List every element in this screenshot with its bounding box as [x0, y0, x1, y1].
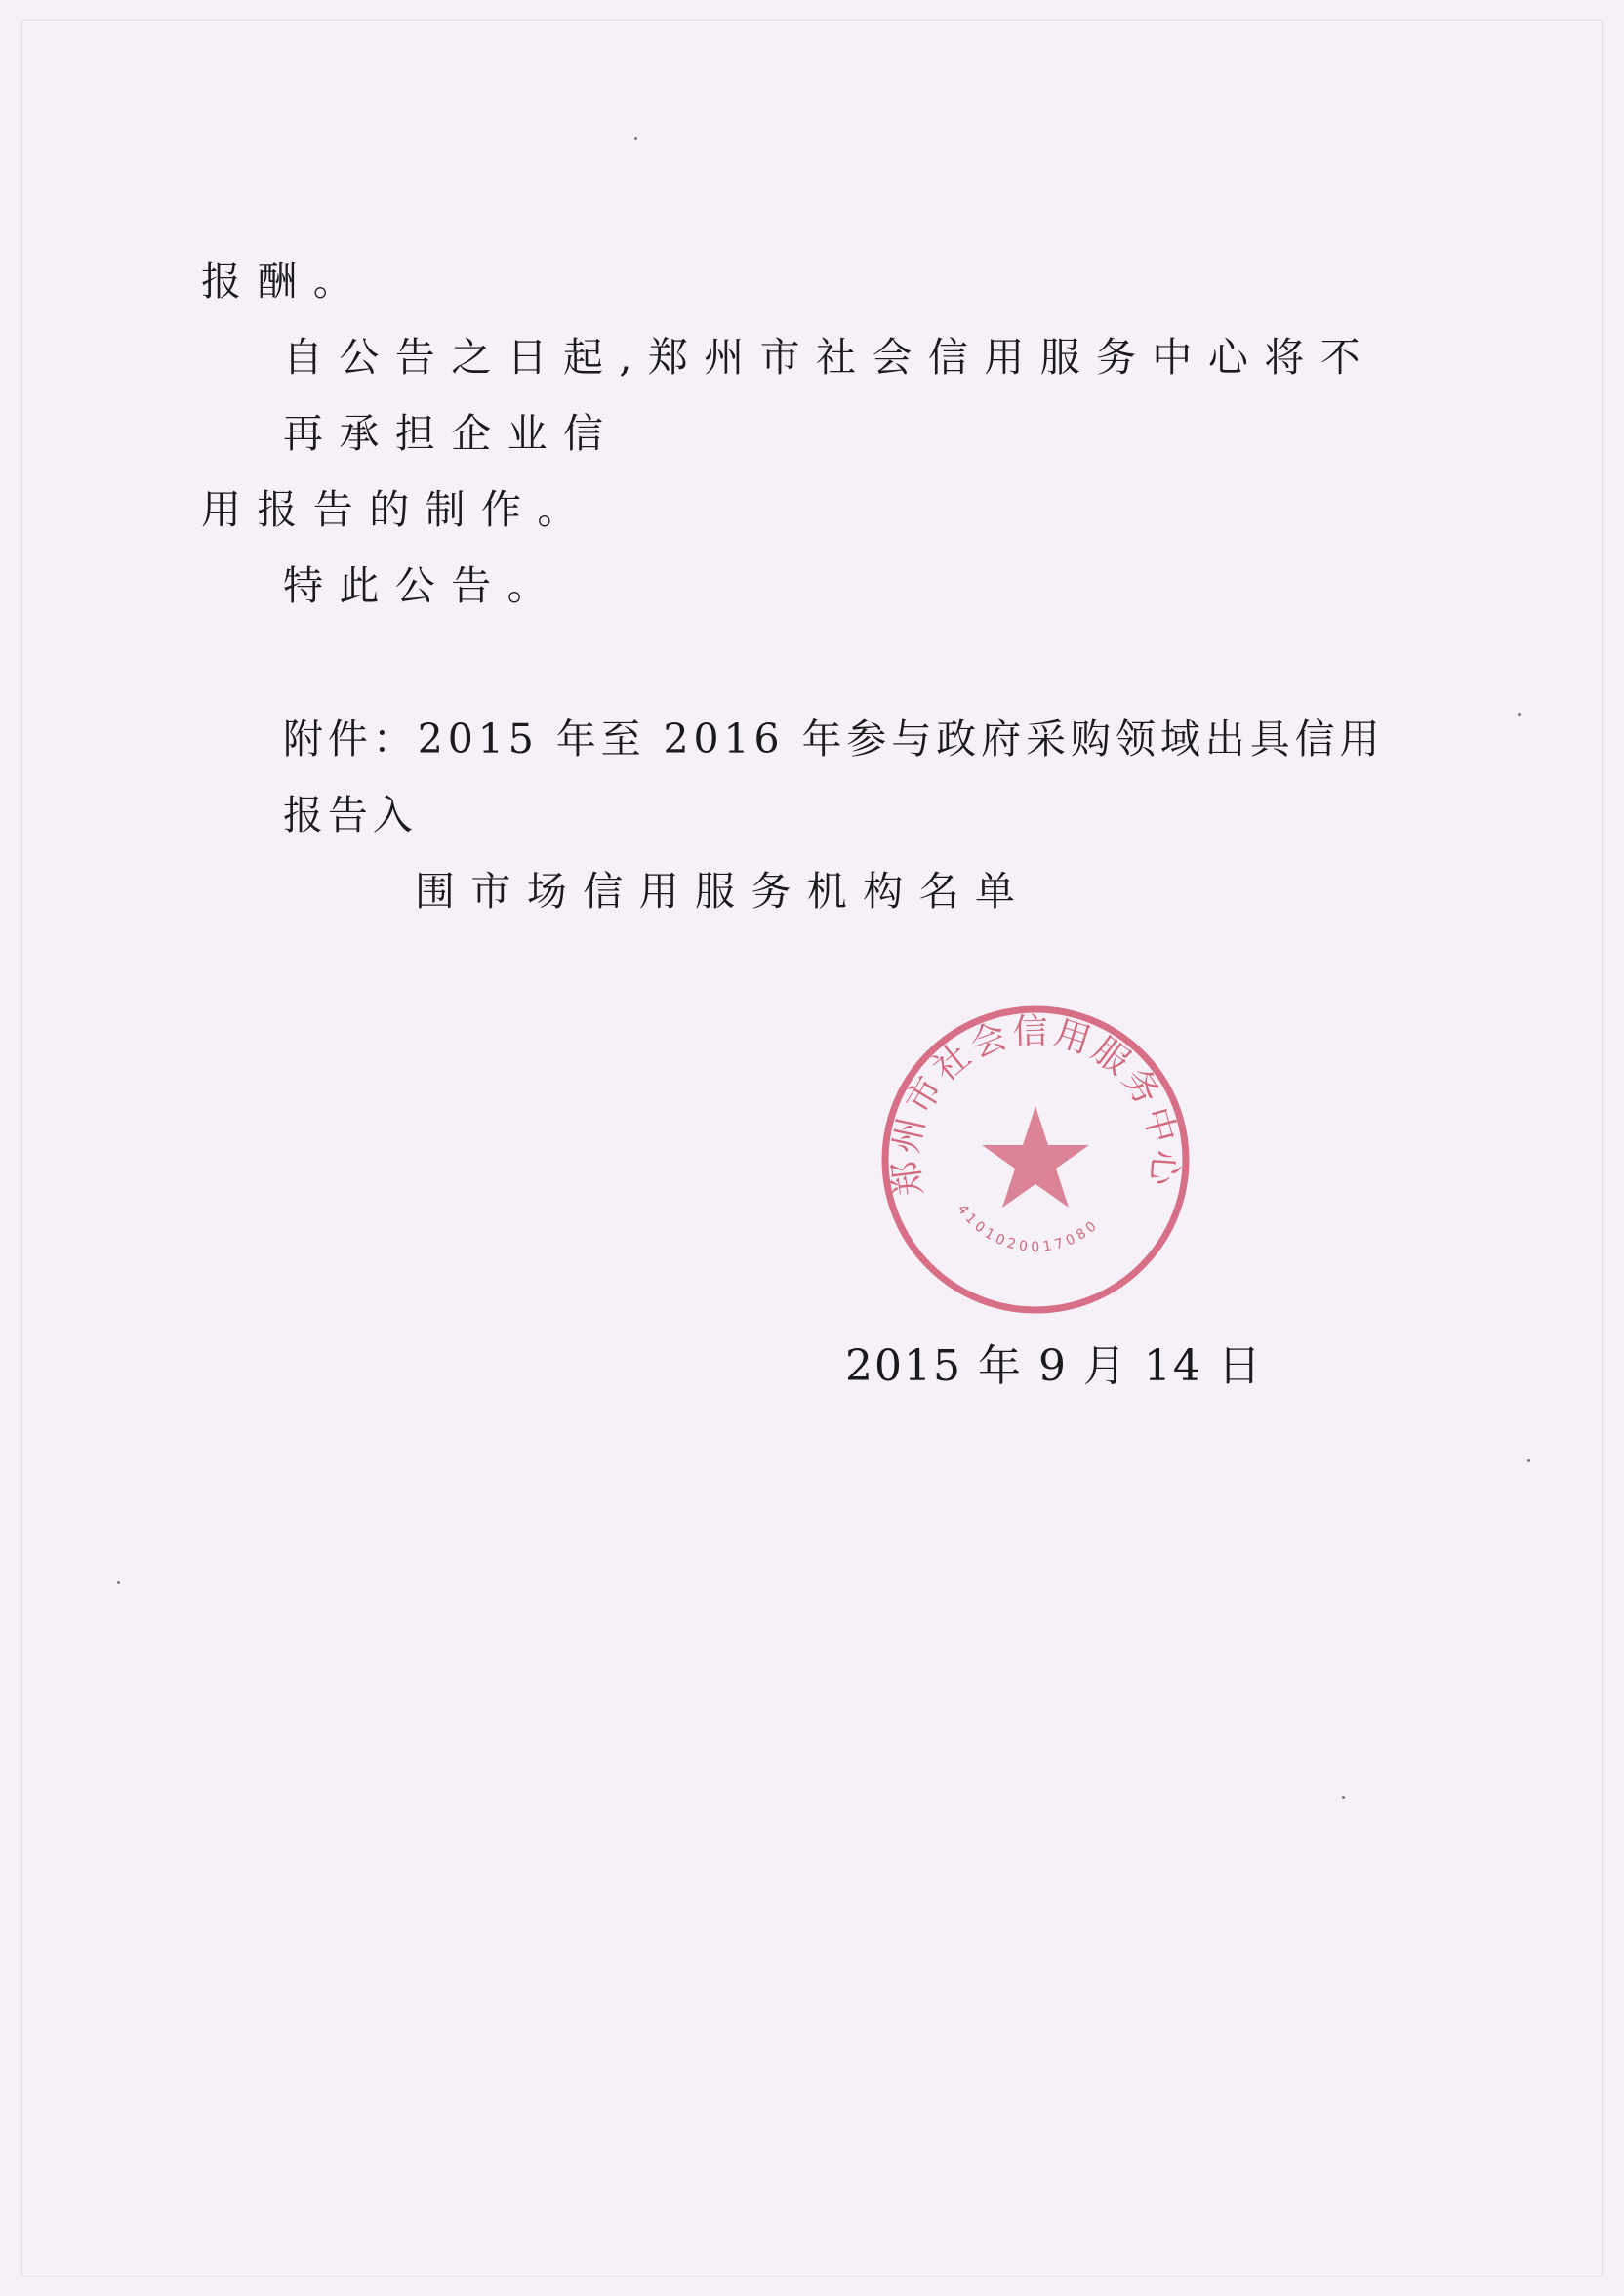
scan-speck: [117, 1581, 120, 1584]
paragraph-continuation: 报酬。: [201, 258, 370, 305]
svg-text:4101020017080: [954, 1202, 1103, 1255]
scan-speck: [1342, 1796, 1345, 1799]
spacer: [201, 624, 1401, 702]
paragraph-closing: 特此公告。: [283, 561, 563, 609]
issue-date: 2015 年 9 月 14 日: [845, 1341, 1263, 1392]
attachment-line-2: 围市场信用服务机构名单: [415, 868, 1032, 916]
paragraph-notice: 自公告之日起,郑州市社会信用服务中心将不再承担企业信: [283, 333, 1377, 457]
paragraph-notice-cont: 用报告的制作。: [201, 485, 593, 533]
document-body: [201, 0, 1401, 1397]
signature-block: [845, 999, 1263, 1397]
scan-speck: [1518, 713, 1521, 716]
attachment-line-1: 附件：2015 年至 2016 年参与政府采购领域出具信用报告入: [283, 716, 1385, 840]
official-seal: [874, 999, 1197, 1321]
seal-name: 郑州市社会信用服务中心: [885, 1011, 1186, 1199]
scan-speck: [1527, 1459, 1530, 1462]
scan-speck: [634, 137, 637, 140]
seal-star-icon: [982, 1106, 1089, 1208]
seal-code: 4101020017080: [954, 1202, 1103, 1255]
